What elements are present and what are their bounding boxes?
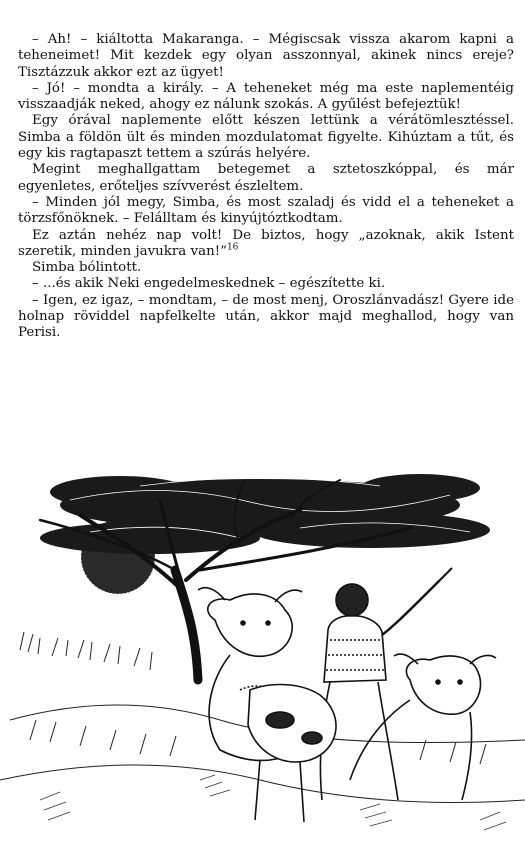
illustration-acacia-boy-cattle (0, 420, 525, 847)
paragraph-8: – ...és akik Neki engedelmeskednek – egészítette ki. (32, 276, 386, 292)
body-text (18, 32, 514, 342)
acacia-canopy (40, 474, 490, 554)
paragraph-4: Megint meghallgattam betegemet a sztetoszkóppal, és már egyenletes, erőteljes szívverést észleltem. (18, 162, 514, 194)
paragraph-1: – Ah! – kiáltotta Makaranga. – Mégiscsak vissza akarom kapni a teheneimet! Mit kezdek egy olyan asszonnyal, akinek nincs ereje? Tisztázzuk akkor ezt az ügyet! (18, 32, 514, 80)
paragraph-5: – Minden jól megy, Simba, és most szaladj és vidd el a teheneket a törzsfőnöknek. – Felálltam és kinyújtóztkodtam. (18, 194, 514, 227)
footnote-ref: 16 (226, 242, 239, 253)
cow-middle (248, 685, 336, 822)
paragraph-7: Simba bólintott. (32, 260, 142, 276)
paragraph-3: Egy órával naplemente előtt készen lettünk a vérátömlesztéssel. Simba a földön ült és minden mozdulatomat figyelte. Kihúztam a tűt, és egy kis ragtapaszt tettem a szúrás helyére. (18, 113, 514, 162)
paragraph-6-text: Ez aztán nehéz nap volt! De biztos, hogy „azoknak, akik Istent szeretik, minden javukra van!” (18, 227, 514, 259)
paragraph-6 (18, 228, 514, 261)
paragraph-2: – Jó! – mondta a király. – A teheneket még ma este naplementéig visszaadják neked, ahogy ez nálunk szokás. A gyűlést befejeztük! (18, 80, 514, 113)
paragraph-9: – Igen, ez igaz, – mondtam, – de most menj, Oroszlánvadász! Gyere ide holnap röviddel napfelkelte után, akkor majd meghallod, hogy van Perisi. (18, 292, 514, 341)
